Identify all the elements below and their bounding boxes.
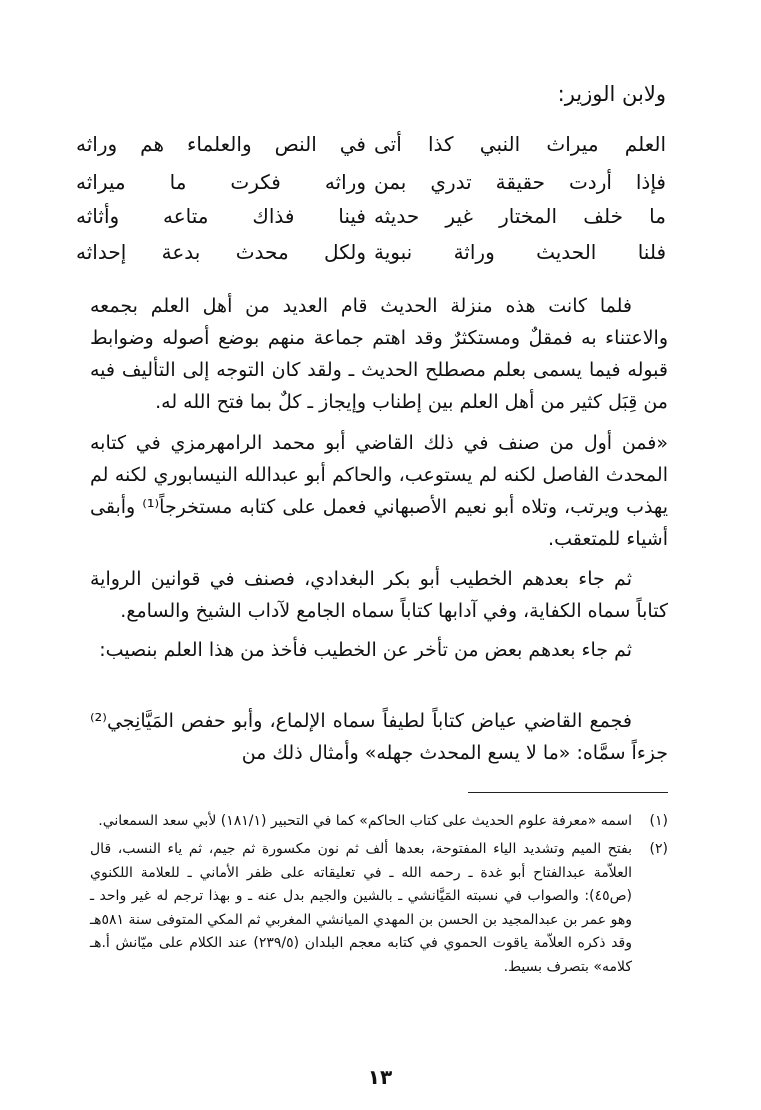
- verse-second-hemistich: ولكل محدث بدعة إحداثه: [76, 240, 366, 264]
- footnote-number: (٢): [649, 841, 668, 857]
- body-paragraph: ثم جاء بعدهم بعض من تأخر عن الخطيب فأخذ من هذا العلم بنصيب:: [99, 639, 632, 661]
- footnote-text: اسمه «معرفة علوم الحديث على كتاب الحاكم» كما في التحبير (١٨١/١) لأبي سعد السمعاني.: [98, 813, 632, 829]
- verse-first-hemistich: العلم ميراث النبي كذا أتى: [374, 132, 666, 156]
- body-paragraph: فجمع القاضي عياض كتاباً لطيفاً سماه الإلماع، وأبو حفص المَيَّانِجي⁽²⁾ جزءاً سمَّاه: «ما لا يسع المحدث جهله» وأمثال ذلك من: [90, 710, 668, 764]
- footnote-number: (١): [649, 813, 668, 829]
- verse-second-hemistich: في النص والعلماء هم وراثه: [76, 132, 366, 156]
- quote-paragraph: «فمن أول من صنف في ذلك القاضي أبو محمد الرامهرمزي في كتابه المحدث الفاصل لكنه لم يستوعب، والحاكم أبو عبدالله النيسابوري لكنه لم يهذب ويرتب، وتلاه أبو نعيم الأصبهاني فعمل على كتابه مستخرجاً⁽¹⁾ وأبقى أشياء للمتعقب.: [90, 432, 668, 550]
- footnote: [90, 838, 668, 979]
- verse-line: [0, 132, 761, 166]
- footnote: [90, 810, 668, 834]
- body-paragraph: ثم جاء بعدهم الخطيب أبو بكر البغدادي، فصنف في قوانين الرواية كتاباً سماه الكفاية، وفي آدابها كتاباً سماه الجامع لآداب الشيخ والسامع.: [90, 568, 668, 622]
- verse-second-hemistich: فينا فذاك متاعه وأثاثه: [76, 204, 366, 228]
- verse-first-hemistich: فإذا أردت حقيقة تدري بمن: [374, 170, 666, 194]
- intro-line: ولابن الوزير:: [557, 82, 666, 106]
- verse-second-hemistich: وراثه فكرت ما ميراثه: [76, 170, 366, 194]
- verse-line: [0, 240, 761, 274]
- verse-line: [0, 170, 761, 204]
- verse-first-hemistich: فلنا الحديث وراثة نبوية: [374, 240, 666, 264]
- body-paragraph: فلما كانت هذه منزلة الحديث قام العديد من أهل العلم بجمعه والاعتناء به فمقلٌ ومستكثرٌ وقد اهتم جماعة منهم بوضع أصوله وضوابط قبوله فيما يسمى بعلم مصطلح الحديث ـ ولقد كان التوجه إلى التأليف فيه من قِبَل كثير من أهل العلم بين إطناب وإيجاز ـ كلٌ بما فتح الله له.: [90, 295, 668, 413]
- verse-line: [0, 204, 761, 238]
- footnote-text: بفتح الميم وتشديد الياء المفتوحة، بعدها ألف ثم نون مكسورة ثم جيم، ثم ياء النسب، قال العلاّمة عبدالفتاح أبو غدة ـ رحمه الله ـ في تعليقاته على ظفر الأماني ـ للعلامة اللكنوي (ص٤٥): والصواب في نسبته المَيَّانشي ـ بالشين والجيم بدل عنه ـ و بهذا ترجم له غير واحد ـ وهو عمر بن عبدالمجيد بن الحسن بن المهدي الميانشي المغربي ثم المكي المتوفى سنة ٥٨١هـ وقد ذكره العلاّمة ياقوت الحموي في كتابه معجم البلدان (٢٣٩/٥) عند الكلام على ميّانش أ.هـ كلامه» بتصرف بسيط.: [90, 841, 632, 975]
- verse-first-hemistich: ما خلف المختار غير حديثه: [374, 204, 666, 228]
- footnote-separator: [468, 792, 668, 793]
- page-number: ١٣: [367, 1065, 393, 1089]
